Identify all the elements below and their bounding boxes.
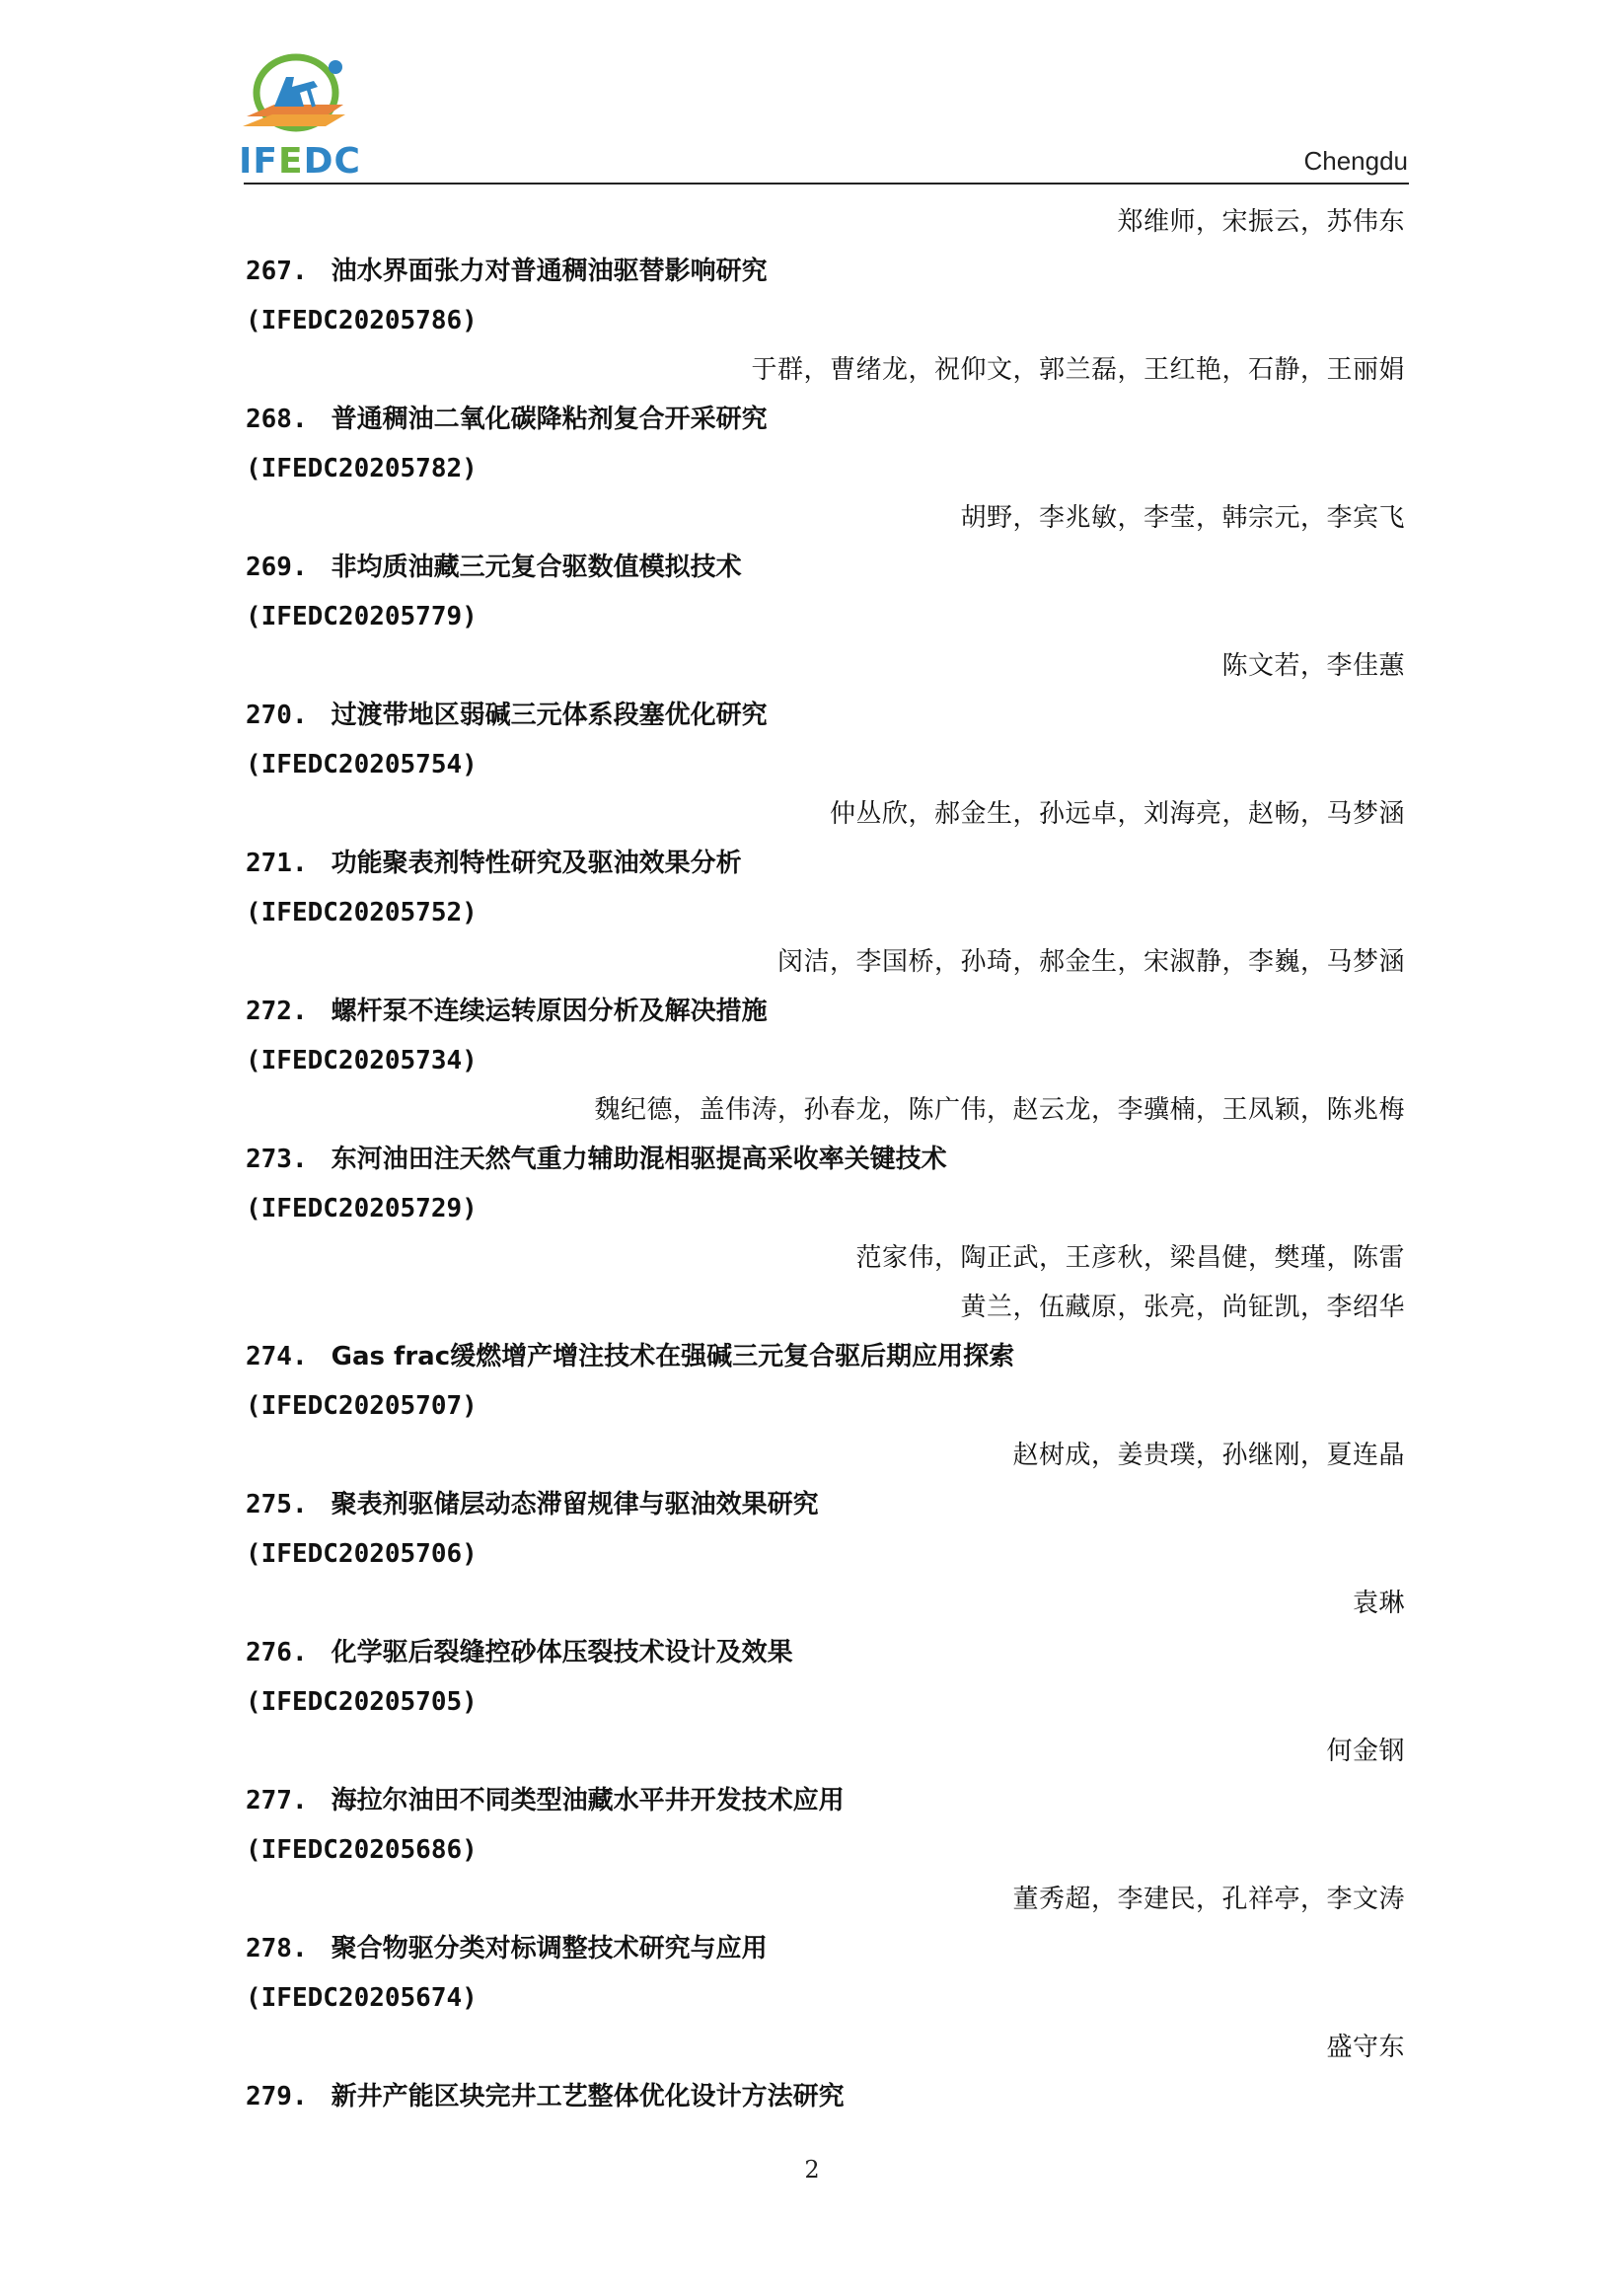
entry-number: 270. (246, 701, 308, 730)
entry-number: 276. (246, 1638, 308, 1667)
entry-title (246, 1135, 1405, 1184)
entry-code: (IFEDC20205752) (246, 898, 478, 927)
entry-authors: 黄兰，伍藏原，张亮，尚钲凯，李绍华 (960, 1293, 1405, 1322)
entry-authors: 何金钢 (1326, 1737, 1405, 1766)
entry-title (246, 839, 1405, 888)
entry-title (246, 1924, 1405, 1973)
entry-code: (IFEDC20205674) (246, 1983, 478, 2013)
entry-title (246, 1776, 1405, 1825)
header-rule (244, 183, 1409, 185)
entry-code: (IFEDC20205707) (246, 1391, 478, 1421)
entry-authors: 董秀超，李建民，孔祥亭，李文涛 (1012, 1885, 1405, 1914)
entry-number: 268. (246, 405, 308, 434)
entry-title-text: 非均质油藏三元复合驱数值模拟技术 (331, 553, 742, 582)
paper-list (246, 197, 1405, 2121)
entry-authors: 闵洁，李国桥，孙琦，郝金生，宋淑静，李巍，马梦涵 (776, 947, 1405, 977)
entry-authors: 盛守东 (1326, 2033, 1405, 2062)
entry-title (246, 1628, 1405, 1677)
entry-title-text: 聚表剂驱储层动态滞留规律与驱油效果研究 (331, 1490, 819, 1519)
entry-title-text: 聚合物驱分类对标调整技术研究与应用 (331, 1934, 768, 1963)
entry-title-text: 东河油田注天然气重力辅助混相驱提高采收率关键技术 (331, 1145, 947, 1174)
entry-title-text: 功能聚表剂特性研究及驱油效果分析 (331, 849, 742, 878)
entry-title-text: 海拉尔油田不同类型油藏水平井开发技术应用 (331, 1786, 845, 1815)
header-city: Chengdu (1303, 146, 1408, 176)
entry-number: 269. (246, 553, 308, 582)
entry-number: 274. (246, 1342, 308, 1371)
entry-title (246, 691, 1405, 740)
entry-code: (IFEDC20205782) (246, 454, 478, 483)
logo-emblem-icon (235, 47, 373, 146)
entry-number: 275. (246, 1490, 308, 1519)
entry-title (246, 987, 1405, 1036)
entry-code: (IFEDC20205706) (246, 1539, 478, 1569)
page-number: 2 (804, 2156, 820, 2184)
entry-number: 278. (246, 1934, 308, 1963)
entry-number: 267. (246, 257, 308, 286)
entry-title-text: 普通稠油二氧化碳降粘剂复合开采研究 (331, 405, 768, 434)
entry-code: (IFEDC20205754) (246, 750, 478, 779)
entry-code: (IFEDC20205686) (246, 1835, 478, 1865)
entries-container (246, 247, 1405, 2072)
leading-authors: 郑维师，宋振云，苏伟东 (1117, 207, 1405, 237)
entry-authors: 胡野，李兆敏，李莹，韩宗元，李宾飞 (960, 503, 1405, 533)
entry-number: 273. (246, 1145, 308, 1174)
entry-code: (IFEDC20205729) (246, 1194, 478, 1223)
entry-title (246, 247, 1405, 296)
entry-title (246, 543, 1405, 592)
entry-title (246, 395, 1405, 444)
entry-authors: 仲丛欣，郝金生，孙远卓，刘海亮，赵畅，马梦涵 (829, 799, 1405, 829)
entry-authors: 范家伟，陶正武，王彦秋，梁昌健，樊瑾，陈雷 (855, 1243, 1405, 1273)
entry-code: (IFEDC20205734) (246, 1046, 478, 1075)
entry-code: (IFEDC20205779) (246, 602, 478, 631)
entry-title-text: 化学驱后裂缝控砂体压裂技术设计及效果 (331, 1638, 793, 1667)
entry-authors: 赵树成，姜贵璞，孙继刚，夏连晶 (1012, 1441, 1405, 1470)
entry-title-text: 过渡带地区弱碱三元体系段塞优化研究 (331, 701, 768, 730)
entry-title-text: 油水界面张力对普通稠油驱替影响研究 (331, 257, 768, 286)
entry-authors: 于群，曹绪龙，祝仰文，郭兰磊，王红艳，石静，王丽娟 (751, 355, 1405, 385)
logo-wordmark: IFEDC (239, 141, 361, 182)
entry-title (246, 1480, 1405, 1529)
entry-number: 272. (246, 997, 308, 1026)
entry-number: 271. (246, 849, 308, 878)
entry-title-text: 螺杆泵不连续运转原因分析及解决措施 (331, 997, 768, 1026)
entry-authors: 陈文若，李佳蕙 (1221, 651, 1405, 681)
entry-code: (IFEDC20205786) (246, 306, 478, 335)
entry-authors: 魏纪德，盖伟涛，孙春龙，陈广伟，赵云龙，李骥楠，王凤颖，陈兆梅 (594, 1095, 1405, 1125)
entry-code: (IFEDC20205705) (246, 1687, 478, 1717)
entry-title-text: Gas frac缓燃增产增注技术在强碱三元复合驱后期应用探索 (331, 1342, 1015, 1371)
entry-number: 277. (246, 1786, 308, 1815)
trailing-entry-title: 279. 新井产能区块完井工艺整体优化设计方法研究 (246, 2082, 845, 2111)
entry-authors: 袁琳 (1352, 1589, 1405, 1618)
entry-title (246, 1332, 1405, 1381)
